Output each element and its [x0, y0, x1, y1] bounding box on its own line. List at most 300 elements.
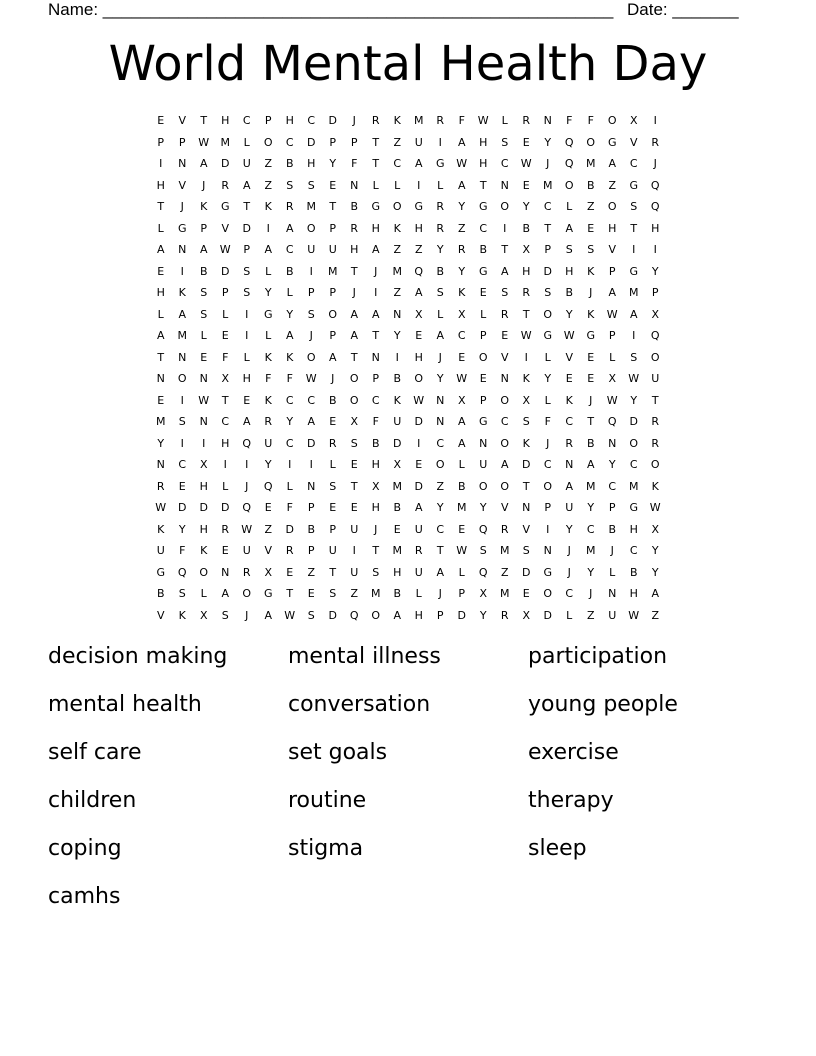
grid-letter: F — [351, 157, 358, 171]
grid-letter: Z — [307, 565, 316, 579]
grid-letter: E — [522, 178, 530, 192]
grid-letter: X — [264, 565, 273, 579]
grid-letter: C — [436, 436, 445, 450]
grid-letter: Y — [393, 329, 401, 343]
grid-letter: U — [414, 522, 423, 536]
grid-letter: T — [350, 479, 358, 493]
grid-letter: Y — [178, 522, 186, 536]
grid-letter: Q — [607, 415, 617, 429]
grid-letter: J — [589, 393, 593, 407]
grid-letter: A — [328, 350, 337, 364]
grid-letter: B — [156, 587, 165, 601]
grid-letter: E — [565, 372, 573, 386]
word-bank-item: routine — [288, 788, 367, 813]
word-bank-item: stigma — [288, 836, 364, 861]
grid-letter: V — [629, 135, 638, 149]
grid-letter: O — [586, 135, 596, 149]
grid-letter: V — [178, 114, 187, 128]
grid-letter: Y — [286, 415, 294, 429]
grid-letter: A — [371, 243, 380, 257]
grid-letter: T — [630, 221, 638, 235]
grid-letter: C — [565, 415, 574, 429]
grid-letter: E — [458, 522, 466, 536]
grid-letter: D — [285, 522, 294, 536]
grid-letter: T — [157, 350, 165, 364]
grid-letter: O — [349, 372, 359, 386]
grid-letter: M — [586, 544, 596, 558]
grid-letter: S — [544, 286, 552, 300]
grid-letter: B — [393, 372, 402, 386]
grid-letter: L — [437, 307, 444, 321]
grid-letter: T — [350, 264, 358, 278]
grid-letter: N — [199, 372, 208, 386]
grid-letter: I — [309, 458, 313, 472]
grid-letter: L — [415, 587, 422, 601]
grid-letter: H — [629, 587, 638, 601]
grid-letter: J — [352, 286, 356, 300]
grid-letter: I — [352, 544, 356, 558]
grid-letter: H — [414, 221, 423, 235]
grid-letter: C — [608, 479, 617, 493]
grid-letter: M — [629, 479, 639, 493]
grid-letter: E — [415, 329, 423, 343]
grid-letter: H — [479, 157, 488, 171]
grid-letter: P — [479, 393, 487, 407]
grid-letter: K — [587, 307, 595, 321]
grid-letter: F — [544, 415, 551, 429]
grid-letter: I — [524, 350, 528, 364]
grid-letter: L — [501, 114, 508, 128]
word-bank-item: coping — [48, 836, 122, 861]
grid-letter: B — [479, 243, 488, 257]
grid-letter: R — [522, 286, 531, 300]
grid-letter: L — [609, 350, 616, 364]
grid-letter: C — [543, 458, 552, 472]
grid-letter: I — [245, 307, 249, 321]
grid-letter: B — [371, 436, 380, 450]
grid-letter: R — [221, 522, 230, 536]
date-field-label: Date: _______ — [627, 0, 739, 19]
grid-letter: P — [329, 135, 337, 149]
grid-letter: X — [371, 479, 380, 493]
grid-row — [150, 347, 670, 369]
grid-letter: E — [479, 372, 487, 386]
grid-letter: J — [180, 200, 184, 214]
grid-letter: T — [200, 114, 208, 128]
grid-letter: A — [264, 243, 273, 257]
grid-letter: O — [349, 393, 359, 407]
word-bank-item: conversation — [288, 692, 431, 717]
grid-letter: R — [156, 479, 165, 493]
grid-letter: H — [522, 264, 531, 278]
grid-letter: E — [522, 135, 530, 149]
grid-letter: P — [307, 501, 315, 515]
grid-letter: H — [414, 350, 423, 364]
grid-letter: C — [586, 522, 595, 536]
grid-letter: V — [156, 608, 165, 622]
grid-letter: P — [329, 329, 337, 343]
grid-letter: A — [436, 565, 445, 579]
grid-letter: R — [350, 221, 359, 235]
grid-letter: O — [242, 587, 252, 601]
grid-letter: M — [177, 329, 187, 343]
grid-letter: E — [307, 587, 315, 601]
grid-letter: L — [200, 329, 207, 343]
grid-row — [150, 110, 670, 132]
grid-letter: P — [544, 243, 552, 257]
grid-letter: C — [500, 157, 509, 171]
grid-letter: Y — [458, 264, 466, 278]
grid-letter: G — [607, 135, 617, 149]
grid-letter: D — [328, 608, 337, 622]
grid-letter: N — [178, 243, 187, 257]
grid-letter: W — [219, 243, 231, 257]
grid-letter: L — [458, 565, 465, 579]
grid-letter: L — [200, 587, 207, 601]
grid-letter: W — [520, 329, 532, 343]
grid-letter: Q — [242, 501, 252, 515]
grid-row — [150, 261, 670, 283]
grid-letter: L — [157, 221, 164, 235]
grid-letter: J — [653, 157, 657, 171]
grid-letter: P — [221, 286, 229, 300]
grid-row — [150, 239, 670, 261]
grid-letter: M — [586, 157, 596, 171]
grid-letter: B — [393, 501, 402, 515]
grid-letter: S — [200, 307, 208, 321]
grid-letter: K — [393, 393, 401, 407]
grid-letter: L — [222, 307, 229, 321]
grid-letter: R — [651, 436, 660, 450]
word-bank-item: sleep — [528, 836, 587, 861]
word-bank-item: set goals — [288, 740, 388, 765]
grid-letter: W — [520, 157, 532, 171]
grid-letter: H — [350, 243, 359, 257]
grid-letter: R — [371, 114, 380, 128]
word-bank-item: young people — [528, 692, 678, 717]
grid-letter: L — [329, 458, 336, 472]
grid-letter: U — [565, 501, 574, 515]
grid-letter: X — [199, 458, 208, 472]
grid-letter: D — [221, 157, 230, 171]
grid-letter: S — [178, 415, 186, 429]
grid-letter: I — [632, 243, 636, 257]
grid-letter: G — [435, 157, 445, 171]
grid-row — [150, 519, 670, 541]
grid-letter: U — [156, 544, 165, 558]
grid-letter: R — [285, 200, 294, 214]
grid-letter: E — [157, 264, 165, 278]
grid-letter: J — [589, 286, 593, 300]
word-bank-item: exercise — [528, 740, 619, 765]
grid-letter: L — [394, 178, 401, 192]
grid-letter: T — [372, 135, 380, 149]
grid-letter: J — [245, 608, 249, 622]
grid-letter: T — [329, 200, 337, 214]
grid-letter: B — [328, 393, 337, 407]
grid-letter: C — [500, 415, 509, 429]
grid-letter: Z — [393, 135, 402, 149]
grid-letter: D — [457, 608, 466, 622]
grid-letter: F — [286, 372, 293, 386]
word-bank-item: therapy — [528, 788, 614, 813]
grid-letter: K — [522, 372, 530, 386]
grid-letter: V — [565, 350, 574, 364]
grid-letter: L — [265, 264, 272, 278]
grid-letter: O — [414, 372, 424, 386]
grid-letter: R — [565, 436, 574, 450]
grid-letter: K — [178, 608, 186, 622]
grid-letter: A — [221, 587, 230, 601]
grid-letter: Y — [479, 501, 487, 515]
grid-letter: X — [221, 372, 230, 386]
grid-letter: N — [178, 350, 187, 364]
grid-letter: S — [630, 350, 638, 364]
grid-letter: Y — [479, 608, 487, 622]
grid-letter: X — [651, 307, 660, 321]
grid-letter: V — [264, 544, 273, 558]
grid-letter: H — [479, 135, 488, 149]
grid-letter: B — [586, 178, 595, 192]
grid-letter: C — [285, 393, 294, 407]
grid-letter: M — [457, 501, 467, 515]
grid-letter: N — [156, 458, 165, 472]
grid-letter: Y — [651, 565, 659, 579]
grid-letter: T — [329, 565, 337, 579]
grid-letter: P — [200, 221, 208, 235]
grid-letter: A — [629, 307, 638, 321]
grid-letter: S — [329, 587, 337, 601]
grid-letter: R — [522, 114, 531, 128]
grid-letter: E — [350, 458, 358, 472]
grid-letter: B — [285, 264, 294, 278]
grid-letter: A — [457, 135, 466, 149]
grid-letter: L — [458, 458, 465, 472]
grid-letter: A — [414, 501, 423, 515]
word-bank-item: mental illness — [288, 644, 441, 669]
grid-letter: G — [478, 415, 488, 429]
grid-letter: I — [159, 157, 163, 171]
word-bank-item: mental health — [48, 692, 202, 717]
grid-letter: I — [632, 329, 636, 343]
grid-letter: J — [245, 479, 249, 493]
name-field-label: Name: ______________________________________________________ — [48, 0, 614, 19]
grid-letter: S — [178, 587, 186, 601]
grid-letter: S — [630, 200, 638, 214]
grid-letter: Y — [264, 286, 272, 300]
grid-letter: A — [608, 286, 617, 300]
grid-letter: P — [178, 135, 186, 149]
grid-letter: Z — [586, 608, 595, 622]
grid-letter: G — [371, 200, 381, 214]
grid-letter: V — [500, 350, 509, 364]
grid-letter: V — [608, 243, 617, 257]
grid-letter: L — [566, 200, 573, 214]
grid-row — [150, 497, 670, 519]
grid-letter: H — [608, 221, 617, 235]
grid-letter: A — [199, 157, 208, 171]
grid-letter: X — [522, 608, 531, 622]
grid-letter: J — [202, 178, 206, 192]
grid-letter: E — [200, 350, 208, 364]
grid-letter: G — [629, 178, 639, 192]
grid-letter: A — [414, 286, 423, 300]
grid-letter: Q — [564, 135, 574, 149]
grid-letter: G — [414, 200, 424, 214]
grid-letter: M — [629, 286, 639, 300]
grid-letter: N — [500, 178, 509, 192]
grid-letter: D — [522, 565, 531, 579]
grid-letter: S — [243, 264, 251, 278]
grid-letter: T — [501, 243, 509, 257]
grid-letter: A — [371, 307, 380, 321]
grid-letter: M — [306, 200, 316, 214]
word-search-grid — [150, 110, 670, 626]
grid-letter: S — [200, 286, 208, 300]
grid-letter: C — [307, 114, 316, 128]
grid-letter: A — [242, 415, 251, 429]
grid-letter: I — [546, 522, 550, 536]
grid-letter: Q — [414, 264, 424, 278]
grid-letter: C — [371, 393, 380, 407]
grid-letter: O — [500, 479, 510, 493]
grid-letter: Y — [544, 372, 552, 386]
grid-letter: T — [651, 393, 659, 407]
grid-letter: X — [608, 372, 617, 386]
grid-letter: H — [199, 479, 208, 493]
grid-letter: A — [178, 307, 187, 321]
grid-letter: F — [372, 415, 379, 429]
grid-letter: E — [415, 458, 423, 472]
grid-letter: K — [200, 200, 208, 214]
grid-letter: Y — [458, 200, 466, 214]
grid-row — [150, 196, 670, 218]
grid-letter: J — [567, 565, 571, 579]
grid-letter: W — [606, 307, 618, 321]
grid-letter: N — [350, 178, 359, 192]
grid-letter: V — [221, 221, 230, 235]
grid-letter: L — [480, 307, 487, 321]
grid-letter: R — [651, 415, 660, 429]
grid-letter: S — [501, 135, 509, 149]
grid-letter: C — [178, 458, 187, 472]
grid-letter: W — [284, 608, 296, 622]
grid-letter: S — [372, 565, 380, 579]
grid-row — [150, 175, 670, 197]
grid-letter: M — [414, 114, 424, 128]
grid-row — [150, 325, 670, 347]
grid-letter: Q — [349, 608, 359, 622]
grid-letter: T — [522, 479, 530, 493]
grid-letter: L — [243, 135, 250, 149]
grid-letter: O — [478, 350, 488, 364]
grid-letter: O — [263, 135, 273, 149]
grid-letter: B — [608, 522, 617, 536]
grid-letter: L — [544, 350, 551, 364]
grid-row — [150, 411, 670, 433]
grid-letter: W — [155, 501, 167, 515]
grid-letter: P — [243, 243, 251, 257]
grid-letter: S — [307, 178, 315, 192]
word-bank-item: participation — [528, 644, 668, 669]
grid-letter: W — [198, 393, 210, 407]
grid-letter: J — [589, 587, 593, 601]
grid-letter: A — [156, 329, 165, 343]
grid-letter: F — [222, 350, 229, 364]
grid-letter: Y — [522, 200, 530, 214]
grid-letter: G — [586, 329, 596, 343]
grid-letter: N — [479, 436, 488, 450]
grid-letter: R — [457, 243, 466, 257]
grid-letter: W — [649, 501, 661, 515]
grid-letter: O — [629, 436, 639, 450]
grid-letter: S — [286, 178, 294, 192]
grid-letter: X — [199, 608, 208, 622]
grid-row — [150, 218, 670, 240]
grid-letter: L — [544, 393, 551, 407]
grid-letter: O — [543, 307, 553, 321]
grid-letter: K — [264, 393, 272, 407]
grid-letter: O — [199, 565, 209, 579]
grid-letter: O — [500, 200, 510, 214]
grid-letter: Z — [586, 200, 595, 214]
grid-letter: N — [371, 350, 380, 364]
grid-letter: R — [651, 135, 660, 149]
grid-letter: E — [350, 501, 358, 515]
grid-letter: G — [543, 329, 553, 343]
grid-letter: M — [500, 544, 510, 558]
grid-letter: U — [393, 415, 402, 429]
grid-letter: P — [479, 329, 487, 343]
grid-letter: I — [374, 286, 378, 300]
grid-row — [150, 304, 670, 326]
grid-letter: K — [264, 200, 272, 214]
grid-letter: L — [222, 479, 229, 493]
grid-letter: T — [372, 157, 380, 171]
grid-letter: P — [544, 501, 552, 515]
grid-letter: P — [264, 114, 272, 128]
grid-letter: C — [221, 415, 230, 429]
grid-letter: D — [221, 501, 230, 515]
grid-letter: O — [650, 458, 660, 472]
grid-letter: A — [457, 415, 466, 429]
grid-letter: W — [241, 522, 253, 536]
grid-letter: C — [629, 544, 638, 558]
grid-letter: W — [456, 372, 468, 386]
grid-letter: W — [563, 329, 575, 343]
grid-letter: K — [565, 393, 573, 407]
grid-letter: U — [479, 458, 488, 472]
grid-letter: J — [546, 157, 550, 171]
grid-letter: H — [565, 264, 574, 278]
grid-letter: G — [478, 200, 488, 214]
grid-letter: P — [608, 329, 616, 343]
grid-letter: C — [242, 114, 251, 128]
grid-letter: Q — [242, 436, 252, 450]
grid-letter: N — [608, 587, 617, 601]
grid-letter: P — [329, 221, 337, 235]
word-bank-item: self care — [48, 740, 142, 765]
grid-letter: J — [610, 544, 614, 558]
grid-letter: I — [202, 436, 206, 450]
grid-letter: I — [245, 458, 249, 472]
grid-letter: X — [350, 415, 359, 429]
grid-letter: S — [522, 415, 530, 429]
grid-letter: F — [566, 114, 573, 128]
grid-letter: K — [393, 114, 401, 128]
grid-letter: A — [608, 157, 617, 171]
grid-row — [150, 433, 670, 455]
